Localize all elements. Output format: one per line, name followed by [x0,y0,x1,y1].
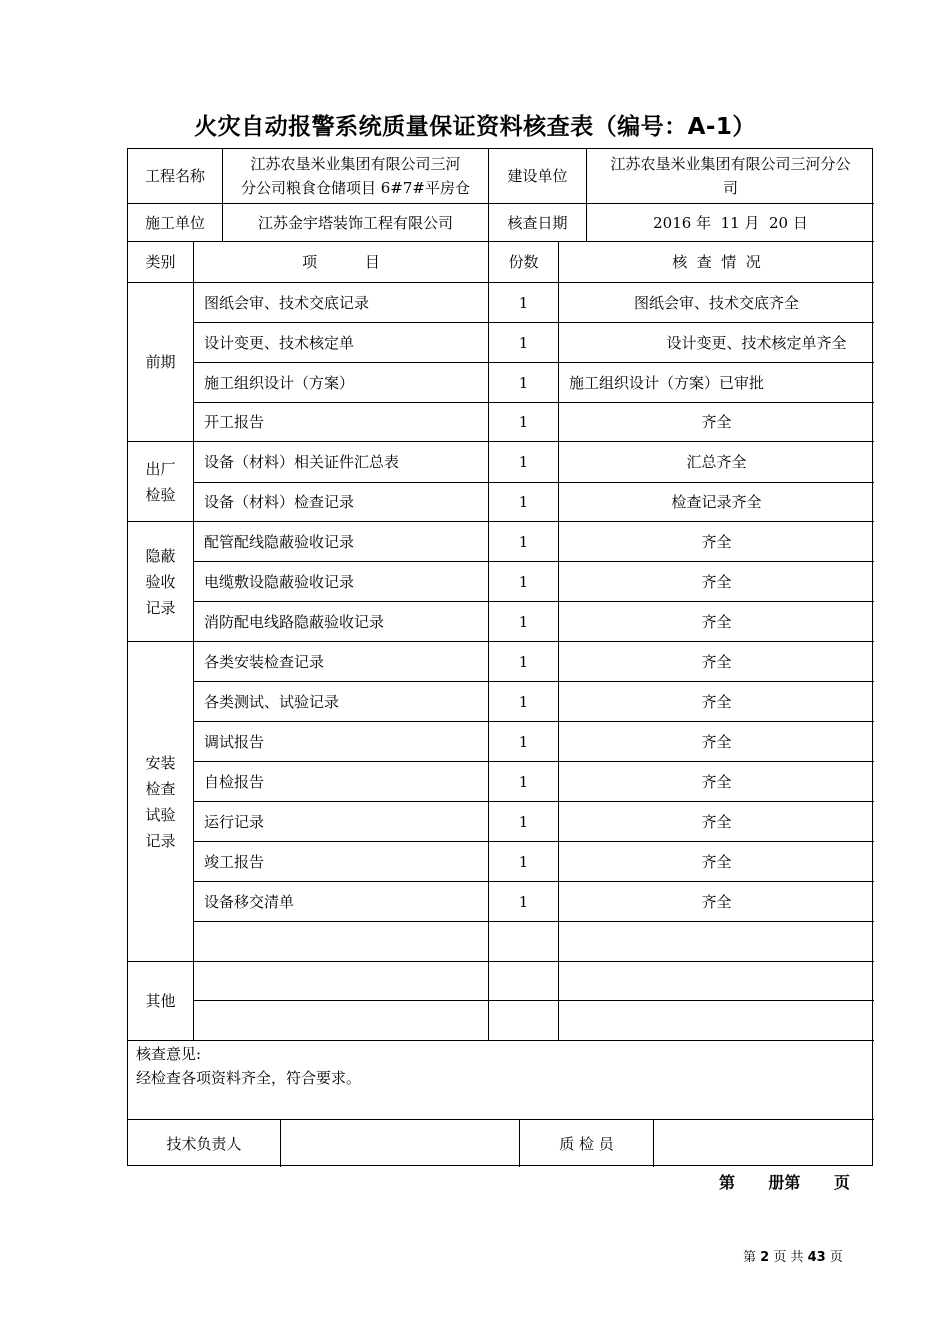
row-copies: 1 [518,852,529,871]
category-pre-label: 前期 [145,353,176,371]
row-copies: 1 [518,652,529,671]
page-number-suffix: 页 [829,1250,843,1265]
row-copies: 1 [518,812,529,831]
row-copies: 1 [518,692,529,711]
row-item: 自检报告 [204,772,265,791]
contractor-label: 施工单位 [144,213,205,232]
row-item: 各类测试、试验记录 [204,692,340,711]
category-other [128,962,193,1040]
column-header-item: 项 目 [302,253,380,271]
row-status: 汇总齐全 [686,453,747,471]
row-copies: 1 [518,453,529,471]
row-copies: 1 [518,732,529,751]
row-copies: 1 [518,772,529,791]
row-copies: 1 [518,612,529,631]
row-item: 运行记录 [204,812,265,831]
tech-lead-label: 技术负责人 [166,1134,242,1153]
row-status: 齐全 [701,852,732,871]
row-status: 齐全 [701,572,732,591]
category-other-label: 其他 [145,992,176,1010]
category-install [128,642,193,961]
page-number-prefix: 第 [743,1250,757,1265]
opinion-text: 经检查各项资料齐全，符合要求。 [136,1069,362,1087]
category-install-line-4: 记录 [145,831,176,850]
row-status: 施工组织设计（方案）已审批 [569,373,765,392]
category-install-line-3: 试验 [145,805,176,824]
owner-line-2: 司 [722,179,738,197]
column-header-status: 核 查 情 况 [672,253,761,271]
row-status: 齐全 [701,652,732,671]
row-item: 配管配线隐蔽验收记录 [204,532,355,551]
page-number-current: 2 [760,1250,770,1265]
row-item: 开工报告 [204,413,265,431]
category-factory-line-2: 检验 [145,485,176,504]
contractor-value: 江苏金宇塔装饰工程有限公司 [257,213,453,232]
row-status: 齐全 [701,772,732,791]
check-date-value: 2016 年 11 月 20 日 [653,213,808,232]
row-status: 检查记录齐全 [671,493,762,511]
column-header-copies: 份数 [508,253,539,271]
inspector-signature-field[interactable] [654,1120,874,1167]
row-item: 各类安装检查记录 [204,652,325,671]
page-number-total: 43 [807,1250,826,1265]
category-hidden-line-3: 记录 [145,598,176,617]
project-name-line-2: 分公司粮食仓储项目 6#7#平房仓 [241,179,470,197]
row-item: 设计变更、技术核定单 [204,333,355,352]
owner-value [587,149,874,203]
category-hidden-line-2: 验收 [145,572,176,591]
page-title: 火灾自动报警系统质量保证资料核查表（编号：A-1） [194,114,756,140]
row-item: 设备移交清单 [204,892,295,911]
volume-page-footer: 第 册第 页 [719,1173,850,1192]
page-number-middle: 页 共 [773,1250,804,1265]
check-date-label: 核查日期 [507,213,568,232]
project-name-value [223,149,488,203]
row-copies: 1 [518,532,529,551]
row-status: 图纸会审、技术交底齐全 [633,293,799,312]
row-status: 齐全 [701,692,732,711]
category-install-line-2: 检查 [145,779,176,798]
project-name-line-1: 江苏农垦米业集团有限公司三河 [250,155,461,173]
row-item: 施工组织设计（方案） [204,373,355,392]
row-status: 齐全 [701,532,732,551]
row-status: 齐全 [701,732,732,751]
category-pre [128,283,193,441]
row-item: 设备（材料）相关证件汇总表 [204,453,400,471]
row-item: 电缆敷设隐蔽验收记录 [204,572,355,591]
row-status: 齐全 [701,812,732,831]
row-item: 设备（材料）检查记录 [204,493,355,511]
row-copies: 1 [518,572,529,591]
category-hidden-line-1: 隐蔽 [145,546,176,565]
category-install-line-1: 安装 [145,753,176,772]
opinion-label: 核查意见: [136,1045,202,1063]
row-copies: 1 [518,293,529,312]
row-status: 齐全 [701,892,732,911]
row-item: 调试报告 [204,732,265,751]
row-copies: 1 [518,493,529,511]
project-name-label: 工程名称 [144,167,205,185]
owner-line-1: 江苏农垦米业集团有限公司三河分公 [610,155,851,173]
row-copies: 1 [518,892,529,911]
row-copies: 1 [518,413,529,431]
row-copies: 1 [518,333,529,352]
category-hidden [128,522,193,641]
column-header-category: 类别 [145,253,176,271]
category-factory [128,442,193,521]
row-status: 齐全 [701,612,732,631]
tech-lead-signature-field[interactable] [281,1120,519,1167]
row-item: 竣工报告 [204,852,265,871]
row-status: 设计变更、技术核定单齐全 [666,333,847,352]
row-status: 齐全 [701,413,732,431]
row-item: 图纸会审、技术交底记录 [204,293,370,312]
category-factory-line-1: 出厂 [145,459,176,478]
check-opinion [128,1041,874,1119]
inspection-table [127,148,873,1166]
inspector-label: 质 检 员 [559,1134,614,1153]
owner-label: 建设单位 [507,167,568,185]
row-item: 消防配电线路隐蔽验收记录 [204,612,385,631]
row-copies: 1 [518,373,529,392]
page-number [743,1246,843,1265]
